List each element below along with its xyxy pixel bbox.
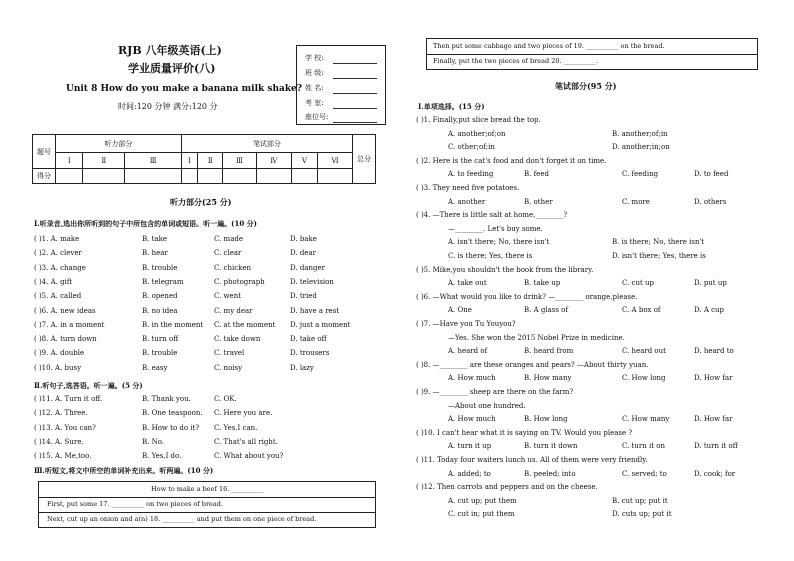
mc-option[interactable]: A. another;of;on xyxy=(448,129,506,138)
question-item: ( )3. A. change xyxy=(34,263,86,272)
mc-option[interactable]: B. another;of;in xyxy=(612,129,668,138)
score-cell[interactable] xyxy=(56,169,83,184)
question-item: ( )15. A. Me,too. xyxy=(34,452,92,461)
mc-option[interactable]: B. cut up; put it xyxy=(612,496,668,505)
mc-option[interactable]: A. How much xyxy=(448,415,496,424)
unit-title: Unit 8 How do you make a banana milk shake? xyxy=(66,84,303,94)
recipe-box-right xyxy=(426,38,758,70)
option-item[interactable]: D. danger xyxy=(290,263,325,272)
listening-title: 听力部分(25 分) xyxy=(170,197,232,207)
mc-option[interactable]: A. to feeding xyxy=(448,170,494,179)
option-item[interactable]: B. telegram xyxy=(142,277,184,286)
option-item[interactable]: B. How to do it? xyxy=(142,423,200,432)
mc-option[interactable]: B. feed xyxy=(524,170,549,179)
mc-question: ( )12. Then carrots and peppers and on the cheese. xyxy=(416,483,598,492)
mc-option[interactable]: B. How many xyxy=(524,374,572,383)
mc-option[interactable]: D. isn't there; Yes, there is xyxy=(612,252,706,260)
mc-question-line2: —________. Let's buy some. xyxy=(448,224,543,233)
recipe-row-18: Next, cut up an onion and a(n) 18. __________ and put them on one piece of bread. xyxy=(47,515,317,523)
th-writing: 笔试部分 xyxy=(181,135,352,153)
score-table xyxy=(32,134,376,184)
option-item[interactable]: D. just a moment xyxy=(290,320,351,329)
mc-question: ( )5. Mike,you shouldn't the book from the library. xyxy=(416,265,594,274)
option-item[interactable]: C. Here you are. xyxy=(214,409,273,418)
subtitle: 学业质量评价(八) xyxy=(128,62,216,75)
col-2: Ⅱ xyxy=(83,153,125,169)
mc-question: ( )6. —What would you like to drink? —________ orange,please. xyxy=(416,292,638,301)
option-item[interactable]: B. Thank you. xyxy=(142,395,191,403)
col-9: Ⅵ xyxy=(318,153,353,169)
mc-option[interactable]: B. is there; No, there isn't xyxy=(612,238,705,247)
option-item[interactable]: D. television xyxy=(290,277,334,286)
option-item[interactable]: B. One teaspoon. xyxy=(142,409,203,418)
mc-option[interactable]: D. put up xyxy=(694,279,727,288)
option-item[interactable]: D. tried xyxy=(290,292,317,301)
mc-option[interactable]: D. A cup xyxy=(694,306,725,315)
option-item[interactable]: B. opened xyxy=(142,292,178,301)
mc-question: ( )3. They need five potatoes. xyxy=(416,184,520,192)
th-tihao: 题号 xyxy=(33,135,56,169)
mc-option[interactable]: A. isn't there; No, there isn't xyxy=(448,238,550,247)
col-7: Ⅳ xyxy=(256,153,291,169)
listening-s1-title: Ⅰ.听录音,选出你所听到的句子中所包含的单词或短语。听一遍。(10 分) xyxy=(34,219,257,228)
mc-question: ( )2. Here is the cat's food and don't forget it on time. xyxy=(416,156,607,165)
score-cell[interactable] xyxy=(256,169,291,184)
option-item[interactable]: B. no idea xyxy=(142,306,178,315)
mc-question-line2: —Yes. She won the 2015 Nobel Prize in medicine. xyxy=(448,333,625,342)
mc-option[interactable]: D. How far xyxy=(694,415,733,424)
score-cell[interactable] xyxy=(198,169,223,184)
option-item[interactable]: C. went xyxy=(214,292,242,301)
info-seat: 座位号: xyxy=(305,113,329,121)
mc-option[interactable]: C. feeding xyxy=(622,170,659,179)
mc-question: ( )10. I can't hear what it is saying on TV. Would you please ? xyxy=(416,428,633,437)
mc-option[interactable]: A. take out xyxy=(448,279,487,288)
option-item[interactable]: B. take xyxy=(142,235,167,243)
mc-option[interactable]: D. turn it off xyxy=(694,442,738,451)
mc-option[interactable]: C. cut in; put them xyxy=(448,510,515,519)
option-item[interactable]: C. What about you? xyxy=(214,452,284,461)
option-item[interactable]: C. OK. xyxy=(214,395,237,403)
score-cell[interactable] xyxy=(125,169,182,184)
question-item: ( )7. A. in a moment xyxy=(34,320,105,329)
recipe-row-19: Then put some cabbage and two pieces of 19. __________ on the bread. xyxy=(433,42,665,50)
option-item[interactable]: B. trouble xyxy=(142,349,178,358)
option-item[interactable]: C. That's all right. xyxy=(214,437,278,446)
mc-question: ( )7. —Have you Tu Youyou? xyxy=(416,320,516,328)
option-item[interactable]: D. lazy xyxy=(290,363,314,372)
option-item[interactable]: C. take down xyxy=(214,335,261,344)
th-listening: 听力部分 xyxy=(56,135,182,153)
col-4: Ⅰ xyxy=(181,153,197,169)
th-defen: 得分 xyxy=(33,169,56,184)
mc-option[interactable]: B. take up xyxy=(524,279,561,288)
recipe-row-17: First, put some 17. __________ on two pieces of bread. xyxy=(47,500,223,508)
option-item[interactable]: C. Yes,I can. xyxy=(214,423,258,432)
mc-option[interactable]: C. How long xyxy=(622,374,666,383)
question-item: ( )8. A. turn down xyxy=(34,335,97,344)
info-room: 考 室: xyxy=(305,99,324,107)
mc-question-line2: —About one hundred. xyxy=(448,401,526,410)
question-item: ( )5. A. called xyxy=(34,292,82,301)
option-item[interactable]: C. chicken xyxy=(214,263,252,272)
mc-option[interactable]: B. heard from xyxy=(524,347,574,356)
listening-s1-list xyxy=(34,235,384,380)
mc-option[interactable]: D. cook; for xyxy=(694,469,736,478)
score-cell[interactable] xyxy=(223,169,257,184)
info-class: 班 级: xyxy=(305,69,324,77)
mc-option[interactable]: D. another;in;on xyxy=(612,143,670,152)
mc-option[interactable]: C. turn it on xyxy=(622,442,665,451)
col-6: Ⅲ xyxy=(223,153,257,169)
col-1: Ⅰ xyxy=(56,153,83,169)
exam-time: 时间:120 分钟 满分:120 分 xyxy=(118,102,218,111)
mc-option[interactable]: C. heard out xyxy=(622,347,666,356)
mc-option[interactable]: A. One xyxy=(448,306,472,315)
option-item[interactable]: B. in the moment xyxy=(142,320,204,329)
student-info-box xyxy=(296,45,386,125)
mc-question: ( )8. —________ are these oranges and pears? —About thirty yuan. xyxy=(416,360,649,369)
option-item[interactable]: C. photograph xyxy=(214,277,265,286)
mc-option[interactable]: B. How long xyxy=(524,415,568,424)
mc-option[interactable]: C. more xyxy=(622,197,650,206)
listening-s2-title: Ⅱ.听句子,选答语。听一遍。(5 分) xyxy=(34,381,143,390)
option-item[interactable]: D. bake xyxy=(290,235,317,243)
option-item[interactable]: C. at the moment xyxy=(214,320,276,329)
mc-option[interactable]: C. How many xyxy=(622,415,670,424)
col-8: Ⅴ xyxy=(291,153,317,169)
option-item[interactable]: C. made xyxy=(214,235,243,243)
option-item[interactable]: C. travel xyxy=(214,349,245,358)
question-item: ( )2. A. clever xyxy=(34,249,82,258)
info-school: 学 校: xyxy=(305,54,324,62)
mc-option[interactable]: B. peeled; into xyxy=(524,469,576,478)
option-item[interactable]: D. dear xyxy=(290,249,316,258)
question-item: ( )13. A. You can? xyxy=(34,423,96,432)
writing-s1-title: Ⅰ.单项选择。(15 分) xyxy=(418,102,485,111)
option-item[interactable]: C. my dear xyxy=(214,306,253,315)
option-item[interactable]: B. Yes,I do. xyxy=(142,452,182,461)
mc-option[interactable]: C. other;of;in xyxy=(448,143,495,152)
score-cell[interactable] xyxy=(181,169,197,184)
question-item: ( )9. A. double xyxy=(34,349,85,358)
question-item: ( )4. A. gift xyxy=(34,277,73,286)
col-5: Ⅱ xyxy=(198,153,223,169)
option-item[interactable]: B. turn off xyxy=(142,335,179,344)
option-item[interactable]: C. clear xyxy=(214,249,242,258)
mc-question: ( )4. —There is little salt at home,________? xyxy=(416,211,568,220)
mc-option[interactable]: B. other xyxy=(524,197,553,206)
question-item: ( )14. A. Sure. xyxy=(34,437,84,446)
mc-option[interactable]: D. cuts up; put it xyxy=(612,510,672,519)
mc-option[interactable]: C. A box of xyxy=(622,306,661,315)
writing-title: 笔试部分(95 分) xyxy=(555,81,617,91)
mc-option[interactable]: C. is there; Yes, there is xyxy=(448,252,533,260)
mc-question: ( )1. Finally,put slice bread the top. xyxy=(416,116,541,124)
mc-option[interactable]: A. turn it up xyxy=(448,442,492,451)
recipe-box-left xyxy=(38,481,376,528)
mc-option[interactable]: C. cut up xyxy=(622,279,655,288)
mc-option[interactable]: C. served; to xyxy=(622,469,667,478)
mc-option[interactable]: D. heard to xyxy=(694,347,734,356)
th-total: 总分 xyxy=(353,135,376,184)
mc-list xyxy=(416,116,776,556)
score-cell[interactable] xyxy=(318,169,353,184)
mc-option[interactable]: D. How far xyxy=(694,374,733,383)
mc-option[interactable]: A. another xyxy=(448,197,486,206)
mc-option[interactable]: A. added; to xyxy=(448,469,491,478)
listening-s3-title: Ⅲ.听短文,将文中所空的单词补充出来。听两遍。(10 分) xyxy=(34,466,214,475)
mc-option[interactable]: A. heard of xyxy=(448,347,488,356)
option-item[interactable]: B. easy xyxy=(142,363,168,372)
col-3: Ⅲ xyxy=(125,153,182,169)
question-item: ( )11. A. Turn it off. xyxy=(34,395,103,403)
info-name: 姓 名: xyxy=(305,84,324,92)
option-item[interactable]: D. trousers xyxy=(290,349,330,358)
question-item: ( )1. A. make xyxy=(34,235,80,243)
recipe-row-20: Finally, put the two pieces of bread 20. __________. xyxy=(433,57,599,65)
score-cell[interactable] xyxy=(291,169,317,184)
option-item[interactable]: D. take off xyxy=(290,335,327,344)
title: RJB 八年级英语(上) xyxy=(118,44,222,57)
question-item: ( )12. A. Three. xyxy=(34,409,88,418)
option-item[interactable]: D. have a rest xyxy=(290,306,340,315)
option-item[interactable]: B. No. xyxy=(142,437,165,446)
option-item[interactable]: B. hear xyxy=(142,249,168,258)
mc-question: ( )9. —________ sheep are there on the farm? xyxy=(416,388,574,396)
option-item[interactable]: B. trouble xyxy=(142,263,178,272)
recipe-row-16: How to make a beef 16. __________ xyxy=(151,485,264,493)
mc-option[interactable]: A. cut up; put them xyxy=(448,496,517,505)
question-item: ( )6. A. new ideas xyxy=(34,306,96,315)
mc-question: ( )11. Today four waiters lunch us. All of them were very friendly. xyxy=(416,456,648,464)
listening-s2-list xyxy=(34,395,384,467)
mc-option[interactable]: D. to feed xyxy=(694,170,729,179)
question-item: ( )10. A. busy xyxy=(34,363,82,372)
option-item[interactable]: C. noisy xyxy=(214,363,243,372)
score-cell[interactable] xyxy=(83,169,125,184)
mc-option[interactable]: B. A glass of xyxy=(524,306,568,315)
mc-option[interactable]: B. turn it down xyxy=(524,442,578,451)
mc-option[interactable]: D. others xyxy=(694,197,727,206)
mc-option[interactable]: A. How much xyxy=(448,374,496,383)
